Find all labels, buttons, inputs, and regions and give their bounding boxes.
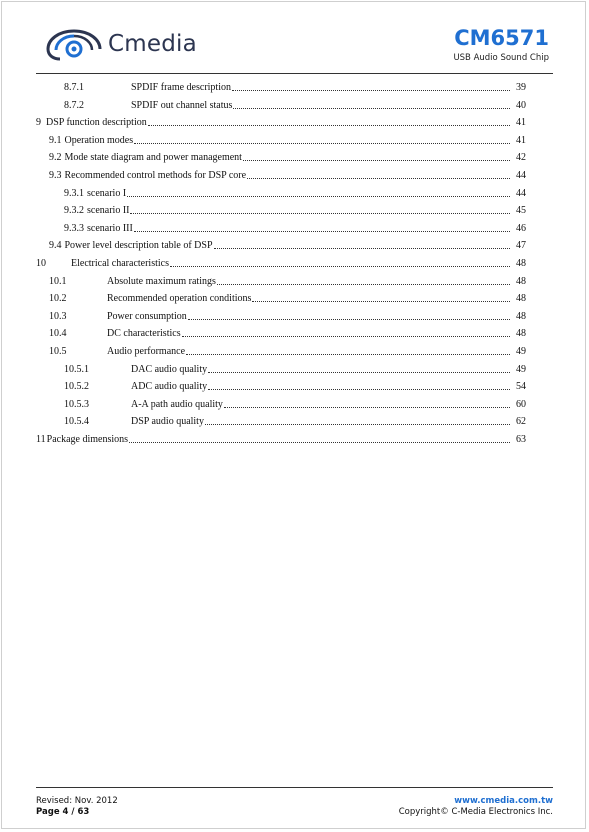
toc-entry[interactable] (36, 131, 526, 147)
toc-entry-number: 8.7.1 (64, 82, 84, 93)
toc-entry-number: 10 (36, 258, 46, 269)
toc-entry[interactable] (36, 236, 526, 252)
toc-entry-page: 39 (516, 82, 526, 93)
toc-entry-page: 44 (516, 187, 526, 199)
toc-entry-title: SPDIF out channel status (131, 99, 233, 111)
toc-dot-leader (252, 301, 510, 302)
toc-entry-number: 10.5 (49, 346, 67, 357)
website-link[interactable]: www.cmedia.com.tw (454, 796, 553, 806)
toc-entry-title: DC characteristics (107, 328, 181, 340)
toc-entry-title: Operation modes (64, 134, 134, 146)
toc-dot-leader (243, 160, 510, 161)
toc-entry-page: 41 (516, 117, 526, 129)
toc-entry-number: 9.2 (49, 152, 62, 164)
toc-entry-title: ADC audio quality (131, 381, 208, 393)
toc-entry-page: 63 (516, 434, 526, 445)
toc-dot-leader (134, 231, 510, 232)
toc-entry-page: 62 (516, 416, 526, 428)
cmedia-swirl-logo-icon (44, 27, 104, 61)
toc-entry-title: scenario I (87, 187, 127, 199)
toc-dot-leader (188, 319, 510, 320)
toc-entry-page: 48 (516, 293, 526, 305)
toc-entry-page: 48 (516, 275, 526, 287)
toc-dot-leader (148, 125, 510, 126)
toc-entry-title: Power level description table of DSP (64, 240, 213, 252)
toc-entry-title: Recommended control methods for DSP core (64, 170, 247, 181)
toc-dot-leader (129, 442, 510, 443)
toc-entry-number: 10.5.3 (64, 398, 89, 410)
footer-right (399, 796, 553, 818)
toc-entry-page: 44 (516, 170, 526, 181)
toc-entry[interactable] (36, 166, 526, 182)
toc-entry[interactable] (36, 412, 526, 428)
toc-dot-leader (127, 196, 510, 197)
toc-entry[interactable] (36, 201, 526, 217)
toc-entry-page: 54 (516, 381, 526, 393)
toc-entry-number: 11 (36, 434, 46, 445)
toc-dot-leader (224, 407, 510, 408)
document-title: CM6571 (454, 26, 549, 50)
toc-entry[interactable] (36, 184, 526, 200)
toc-entry-number: 10.3 (49, 310, 67, 322)
header-divider (36, 73, 553, 74)
page-number: Page 4 / 63 (36, 807, 90, 817)
toc-entry-number: 10.4 (49, 328, 67, 340)
toc-entry-title: A-A path audio quality (131, 398, 223, 410)
footer-divider (36, 787, 553, 788)
toc-entry[interactable] (36, 289, 526, 305)
toc-entry-page: 47 (516, 240, 526, 252)
toc-entry-page: 48 (516, 310, 526, 322)
toc-entry-number: 9 (36, 117, 41, 129)
toc-dot-leader (130, 213, 510, 214)
toc-entry-title: DSP audio quality (131, 416, 204, 428)
toc-entry-title: scenario III (87, 222, 133, 234)
toc-entry-title: scenario II (87, 205, 130, 217)
toc-dot-leader (233, 108, 510, 109)
toc-entry-page: 60 (516, 398, 526, 410)
toc-entry-number: 8.7.2 (64, 99, 84, 111)
toc-entry[interactable] (36, 96, 526, 112)
toc-entry-page: 40 (516, 99, 526, 111)
toc-entry[interactable] (36, 113, 526, 129)
toc-entry-page: 42 (516, 152, 526, 164)
toc-entry-number: 10.5.2 (64, 381, 89, 393)
toc-entry-number: 9.3.1 (64, 187, 84, 199)
toc-entry-title: SPDIF frame description (131, 82, 231, 93)
toc-dot-leader (232, 90, 510, 91)
footer-left (36, 796, 118, 818)
toc-entry[interactable] (36, 342, 526, 358)
toc-entry-title: Absolute maximum ratings (107, 275, 216, 287)
toc-dot-leader (205, 424, 510, 425)
toc-entry-number: 9.3.2 (64, 205, 84, 217)
toc-entry-title: Mode state diagram and power management (64, 152, 242, 164)
toc-entry[interactable] (36, 148, 526, 164)
toc-dot-leader (186, 354, 510, 355)
toc-entry-page: 48 (516, 328, 526, 340)
toc-entry[interactable] (36, 254, 526, 270)
toc-entry[interactable] (36, 307, 526, 323)
toc-entry-title: Electrical characteristics (71, 258, 169, 269)
toc-entry-number: 10.2 (49, 293, 67, 305)
toc-dot-leader (247, 178, 510, 179)
toc-entry-page: 49 (516, 363, 526, 375)
toc-entry-page: 48 (516, 258, 526, 269)
toc-entry[interactable] (36, 78, 526, 94)
toc-entry-title: Recommended operation conditions (107, 293, 252, 305)
toc-dot-leader (217, 284, 510, 285)
toc-entry[interactable] (36, 430, 526, 446)
document-subtitle: USB Audio Sound Chip (453, 53, 549, 63)
toc-entry-number: 9.3 (49, 170, 62, 181)
toc-dot-leader (182, 336, 510, 337)
toc-entry-number: 10.1 (49, 275, 67, 287)
toc-entry-page: 45 (516, 205, 526, 217)
toc-entry[interactable] (36, 395, 526, 411)
toc-entry-number: 9.4 (49, 240, 62, 252)
toc-entry-page: 41 (516, 134, 526, 146)
toc-entry-title: Package dimensions (46, 434, 129, 445)
toc-entry-number: 9.3.3 (64, 222, 84, 234)
toc-entry-page: 49 (516, 346, 526, 357)
toc-entry[interactable] (36, 219, 526, 235)
toc-entry[interactable] (36, 360, 526, 376)
toc-entry[interactable] (36, 272, 526, 288)
toc-entry-number: 9.1 (49, 134, 62, 146)
toc-dot-leader (134, 143, 510, 144)
toc-entry-number: 10.5.1 (64, 363, 89, 375)
toc-dot-leader (208, 389, 510, 390)
toc-dot-leader (214, 248, 510, 249)
logo-text: Cmedia (108, 31, 197, 57)
toc-entry-title: Audio performance (107, 346, 186, 357)
copyright-text: Copyright© C-Media Electronics Inc. (398, 807, 553, 817)
toc-entry-title: DSP function description (46, 117, 147, 129)
toc-entry-title: Power consumption (107, 310, 187, 322)
toc-entry-page: 46 (516, 222, 526, 234)
revised-date: Revised: Nov. 2012 (36, 796, 118, 806)
company-logo (44, 27, 197, 61)
toc-entry[interactable] (36, 377, 526, 393)
toc-dot-leader (170, 266, 510, 267)
toc-entry-title: DAC audio quality (131, 363, 208, 375)
toc-entry-number: 10.5.4 (64, 416, 89, 428)
toc-dot-leader (208, 372, 510, 373)
toc-entry[interactable] (36, 324, 526, 340)
